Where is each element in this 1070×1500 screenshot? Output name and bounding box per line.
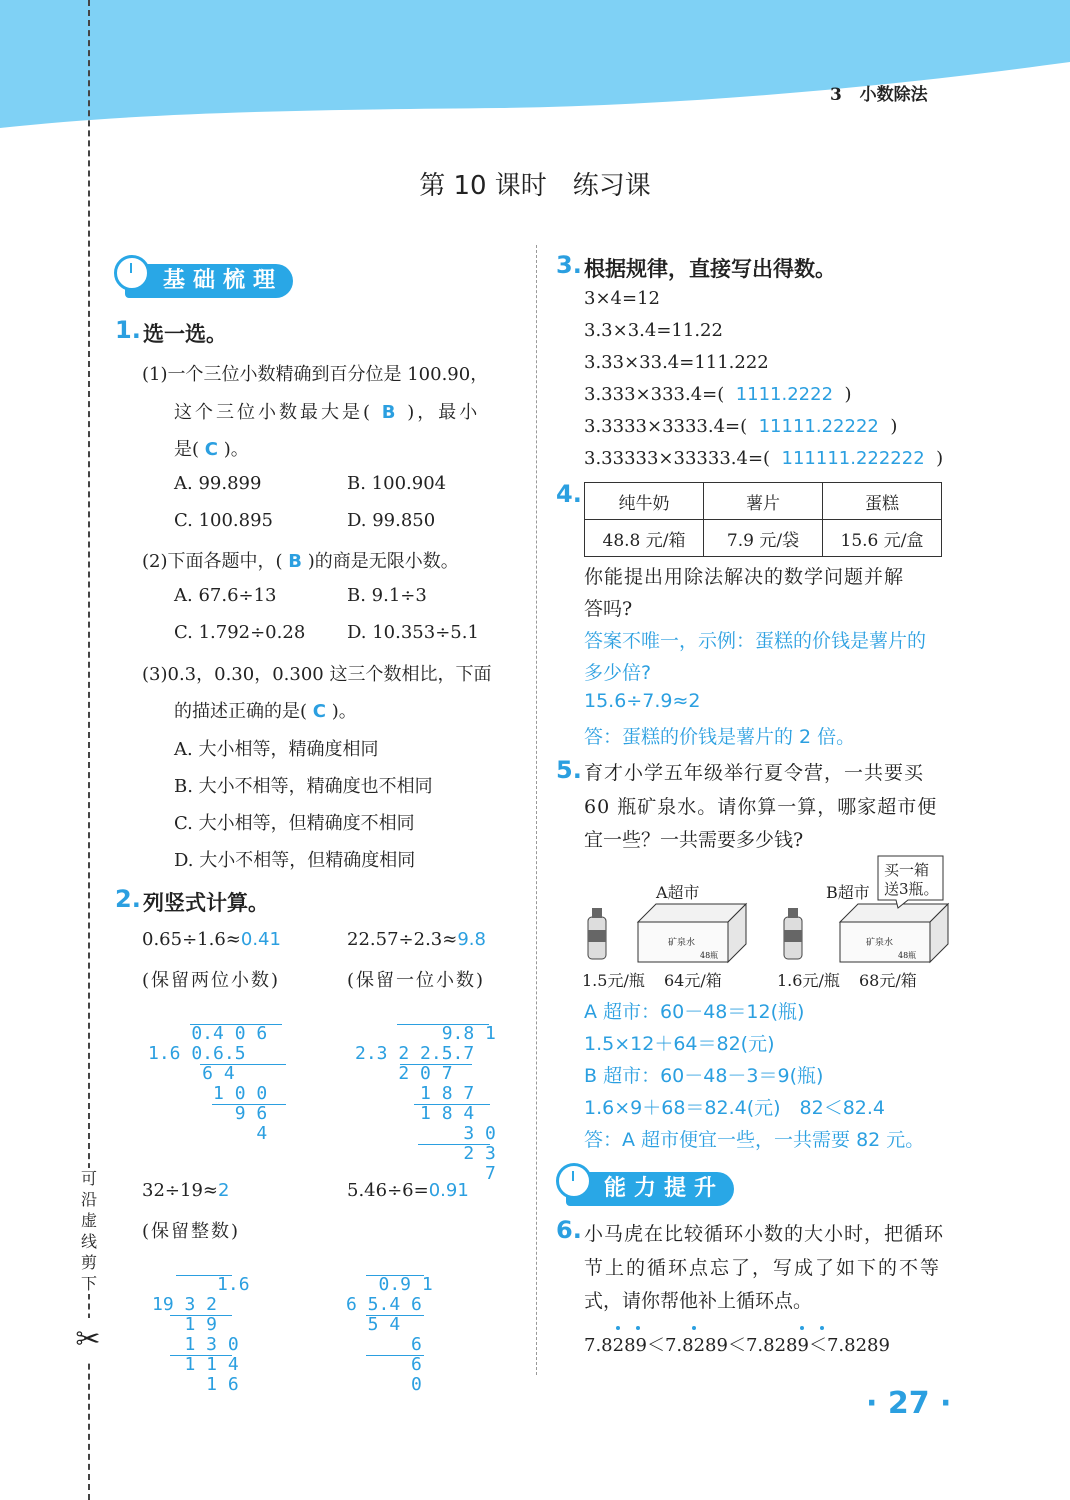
clock-icon [556,1163,592,1199]
q2c-rule-2 [170,1355,232,1356]
q2b-expression: 22.57÷2.3≈9.8 [347,929,486,950]
section-advanced: 能力提升 [566,1172,734,1206]
section-basic: 基础梳理 [125,264,293,298]
q1-p2-option-b: B. 9.1÷3 [347,585,427,606]
repeat-dot [800,1326,804,1330]
cut-hint: 可 沿 虚 线 剪 下 [78,1168,100,1294]
store-b-box-count: 48瓶 [898,951,917,960]
q2c-rule-1 [170,1315,232,1316]
table-header-chips: 薯片 [704,483,823,520]
q3-line-2: 3.3×3.4=11.22 [584,320,723,341]
q2a-rule-2 [212,1104,286,1105]
q4-prompt-2: 答吗? [584,598,633,620]
q6-line-3: 式，请你帮他补上循环点。 [584,1290,813,1312]
q1-p1-option-b: B. 100.904 [347,473,447,494]
q1-p3-option-d: D. 大小不相等，但精确度相同 [174,850,416,871]
q5-answer-5: 答：A 超市便宜一些，一共需要 82 元。 [584,1129,925,1151]
q2d-rule-1 [366,1315,424,1316]
q2c-note: (保留整数) [142,1221,241,1242]
clock-icon [114,255,150,291]
store-b-bubble-1: 买一箱 [884,861,930,879]
repeat-dot [820,1326,824,1330]
q1-number: 1. [115,316,141,344]
q1-p2-option-d: D. 10.353÷5.1 [347,622,479,643]
q2a-expression: 0.65÷1.6≈0.41 [142,929,281,950]
q5-number: 5. [556,756,582,784]
table-header-milk: 纯牛奶 [585,483,704,520]
q4-answer-4: 答：蛋糕的价钱是薯片的 2 倍。 [584,726,856,748]
q3-title: 根据规律，直接写出得数。 [584,257,836,281]
store-a-box-price: 64元/箱 [664,971,722,990]
q1-p2-option-c: C. 1.792÷0.28 [174,622,306,643]
q3-line-1: 3×4=12 [584,288,660,309]
q4-answer-1: 答案不唯一，示例：蛋糕的价钱是薯片的 [584,630,927,652]
q5-answer-4: 1.6×9＋68＝82.4(元) 82＜82.4 [584,1097,886,1119]
q4-number: 4. [556,480,582,508]
store-b-bottle [784,908,802,959]
q2c-bracket [176,1275,232,1276]
table-header-cake: 蛋糕 [823,483,942,520]
q4-prompt-1: 你能提出用除法解决的数学问题并解 [584,566,905,588]
q3-fill-3: 3.33333×33333.4=( 111111.222222 ) [584,448,944,469]
price-table [584,482,942,557]
q2b-rule-1 [400,1064,472,1065]
store-a-name: A超市 [656,883,700,902]
store-b-name: B超市 [826,883,870,902]
q2b-rule-2 [414,1104,490,1105]
q2b-rule-3 [418,1144,490,1145]
store-a-box [638,904,746,962]
store-a-bottle [588,908,606,959]
q1-p2-option-a: A. 67.6÷13 [174,585,277,606]
q1-p3-line2: 的描述正确的是( C )。 [174,701,357,722]
q1-p2-line: (2)下面各题中，( B )的商是无限小数。 [142,551,459,572]
q2b-note: (保留一位小数) [347,970,486,991]
q5-line-2: 60 瓶矿泉水。请你算一算，哪家超市便 [584,796,938,818]
q5-line-1: 育才小学五年级举行夏令营，一共要买 [584,762,925,784]
q1-p1-option-d: D. 99.850 [347,510,436,531]
page-number: · 27 · [866,1386,952,1421]
q5-answer-2: 1.5×12＋64＝82(元) [584,1033,775,1055]
q2-title: 列竖式计算。 [143,891,269,915]
q2a-bracket [190,1024,282,1025]
q4-answer-3: 15.6÷7.9≈2 [584,690,701,712]
q5-line-3: 宜一些？一共需要多少钱? [584,829,804,851]
table-cell-milk-price: 48.8 元/箱 [585,520,704,557]
q2d-expression: 5.46÷6=0.91 [347,1180,469,1201]
q1-title: 选一选。 [143,322,227,346]
q2-number: 2. [115,885,141,913]
q2a-rule-1 [200,1064,286,1065]
table-cell-chips-price: 7.9 元/袋 [704,520,823,557]
repeat-dot [616,1326,620,1330]
store-b-bubble-2: 送3瓶。 [884,880,939,898]
page-title: 第 10 课时 练习课 [419,171,651,201]
store-a-box-label: 矿泉水 [668,938,696,948]
q2d-long-division: 0.9 1 6 5.4 6 5 4 6 6 0 [346,1274,433,1395]
q1-p3-line1: (3)0.3，0.30，0.300 这三个数相比，下面 [142,664,492,685]
q1-p1-line2: 这个三位小数最大是( B )，最小 [174,402,481,423]
store-a-bottle-price: 1.5元/瓶 [582,971,645,990]
q1-p1-option-c: C. 100.895 [174,510,274,531]
repeat-dot [636,1326,640,1330]
q1-p3-option-b: B. 大小不相等，精确度也不相同 [174,776,433,797]
q2b-long-division: 9.8 1 2.3 2 2.5.7 2 0 7 1 8 7 1 8 4 3 0 2 3 7 [355,1023,496,1184]
q4-answer-2: 多少倍? [584,662,652,684]
chapter-header: 3 小数除法 [830,85,928,105]
q2d-bracket [366,1275,424,1276]
store-b-box-price: 68元/箱 [859,971,917,990]
q3-line-3: 3.33×33.4=111.222 [584,352,769,373]
q5-answer-3: B 超市：60－48－3＝9(瓶) [584,1065,824,1087]
store-b-box [840,904,948,962]
q3-number: 3. [556,251,582,279]
scissors-icon: ✂ [70,1318,106,1362]
store-b-bottle-price: 1.6元/瓶 [777,971,840,990]
q3-fill-1: 3.333×333.4=( 1111.2222 ) [584,384,852,405]
column-divider [536,245,537,1375]
q2a-note: (保留两位小数) [142,970,281,991]
q5-answer-1: A 超市：60－48＝12(瓶) [584,1001,805,1023]
q1-p1-line3: 是( C )。 [174,439,249,460]
q1-p1-option-a: A. 99.899 [174,473,262,494]
q6-line-2: 节上的循环点忘了，写成了如下的不等 [584,1257,942,1279]
q2d-rule-2 [366,1355,424,1356]
store-b-box-label: 矿泉水 [866,938,894,948]
repeat-dot [692,1326,696,1330]
q3-fill-2: 3.3333×3333.4=( 11111.22222 ) [584,416,898,437]
q6-inequality: 7.8289＜7.8289＜7.8289＜7.8289 [584,1335,890,1356]
q2c-expression: 32÷19≈2 [142,1180,230,1201]
table-cell-cake-price: 15.6 元/盒 [823,520,942,557]
q1-p3-option-a: A. 大小相等，精确度相同 [174,739,379,760]
q1-p3-option-c: C. 大小相等，但精确度不相同 [174,813,415,834]
store-a-box-count: 48瓶 [700,951,719,960]
q2b-bracket [397,1024,489,1025]
q2c-long-division: 1.6 19 3 2 1 9 1 3 0 1 1 4 1 6 [152,1274,261,1395]
header-wave [0,0,1070,140]
q6-line-1: 小马虎在比较循环小数的大小时，把循环 [584,1223,945,1245]
q1-p1-line1: (1)一个三位小数精确到百分位是 100.90， [142,364,489,385]
q2a-long-division: 0.4 0 6 1.6 0.6.5 6 4 1 0 0 9 6 4 [148,1023,268,1144]
q6-number: 6. [556,1216,582,1244]
